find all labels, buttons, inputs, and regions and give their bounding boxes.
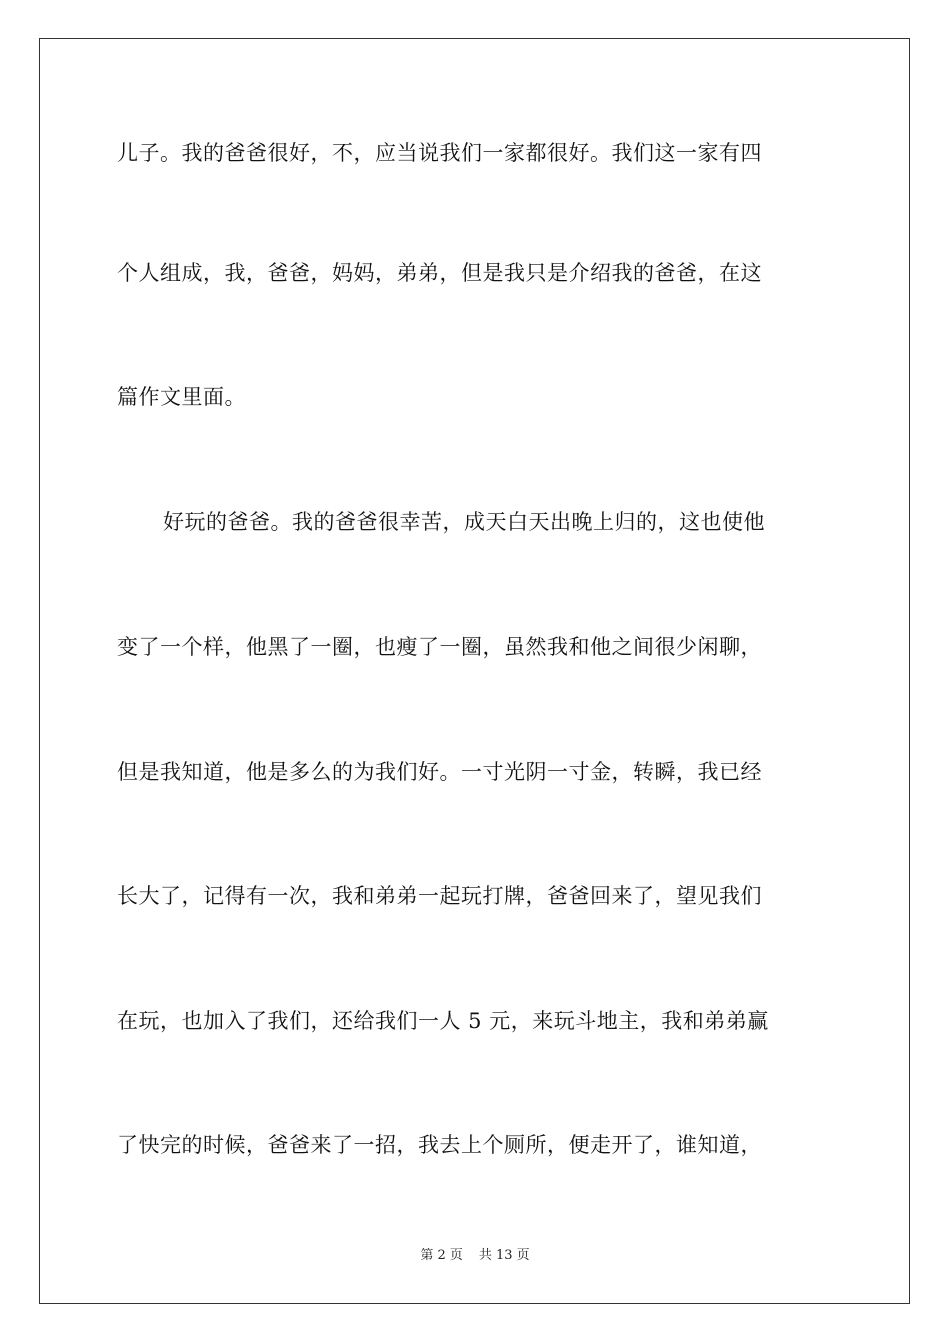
page-footer: [0, 1247, 950, 1265]
text-line: 个人组成，我，爸爸，妈妈，弟弟，但是我只是介绍我的爸爸，在这: [117, 261, 762, 285]
paragraph-first-line: 好玩的爸爸。我的爸爸很幸苦，成天白天出晚上归的，这也使他: [163, 510, 765, 534]
page-border: [39, 38, 910, 1304]
text-line: 长大了，记得有一次，我和弟弟一起玩打牌，爸爸回来了，望见我们: [117, 884, 762, 908]
text-line: 变了一个样，他黑了一圈，也瘦了一圈，虽然我和他之间很少闲聊，: [117, 635, 762, 659]
text-line: 但是我知道，他是多么的为我们好。一寸光阴一寸金，转瞬，我已经: [117, 760, 762, 784]
text-line: 在玩，也加入了我们，还给我们一人 5 元，来玩斗地主，我和弟弟赢: [117, 1009, 769, 1033]
text-line: 儿子。我的爸爸很好，不，应当说我们一家都很好。我们这一家有四: [117, 141, 762, 165]
text-line: 篇作文里面。: [117, 385, 246, 409]
page-number-current: 第 2 页: [420, 1248, 463, 1263]
page-number-total: 共 13 页: [478, 1248, 530, 1263]
text-line: 了快完的时候，爸爸来了一招，我去上个厕所，便走开了，谁知道，: [117, 1133, 762, 1157]
